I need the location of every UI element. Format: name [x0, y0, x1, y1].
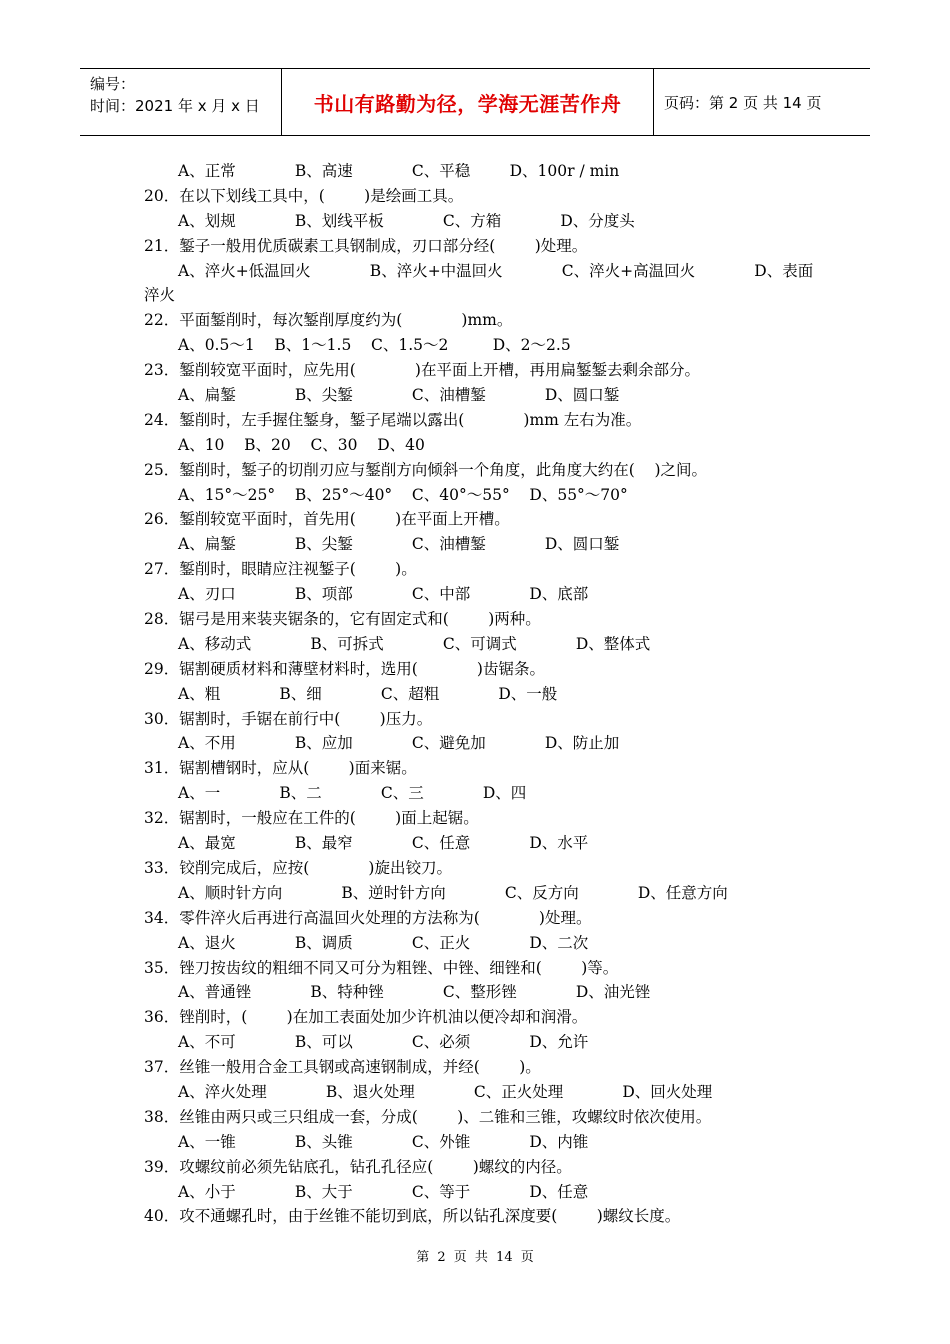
answer-options: A、不可 B、可以 C、必须 D、允许	[178, 1033, 589, 1052]
answer-options: A、扁錾 B、尖錾 C、油槽錾 D、圆口錾	[178, 386, 620, 405]
answer-options: A、扁錾 B、尖錾 C、油槽錾 D、圆口錾	[178, 535, 620, 554]
question-text: 34．零件淬火后再进行高温回火处理的方法称为( )处理。	[144, 908, 592, 927]
answer-options: A、最宽 B、最窄 C、任意 D、水平	[178, 834, 589, 853]
answer-options: A、退火 B、调质 C、正火 D、二次	[178, 933, 589, 952]
question-text: 35．锉刀按齿纹的粗细不同又可分为粗锉、中锉、细锉和( )等。	[144, 958, 619, 977]
document-number-label: 编号：	[90, 75, 136, 93]
answer-options: A、顺时针方向 B、逆时针方向 C、反方向 D、任意方向	[178, 883, 728, 902]
question-text: 28．锯弓是用来装夹锯条的，它有固定式和( )两种。	[144, 610, 541, 629]
question-text: 27．錾削时，眼睛应注视錾子( )。	[144, 560, 417, 579]
answer-options: A、粗 B、细 C、超粗 D、一般	[178, 684, 558, 703]
question-text: 29．锯割硬质材料和薄壁材料时，选用( )齿锯条。	[144, 659, 545, 678]
answer-options: A、移动式 B、可拆式 C、可调式 D、整体式	[178, 634, 651, 653]
question-text: 37．丝锥一般用合金工具钢或高速钢制成，并经( )。	[144, 1058, 541, 1077]
question-text: 23．錾削较宽平面时，应先用( )在平面上开槽，再用扁錾錾去剩余部分。	[144, 361, 700, 380]
answer-options: A、不用 B、应加 C、避免加 D、防止加	[178, 734, 620, 753]
header-page-info: 页码：第 2 页 共 14 页	[664, 93, 822, 112]
question-text: 30．锯割时，手锯在前行中( )压力。	[144, 709, 433, 728]
question-text: 33．铰削完成后，应按( )旋出铰刀。	[144, 858, 452, 877]
answer-options: A、15°～25° B、25°～40° C、40°～55° D、55°～70°	[178, 485, 628, 504]
question-text: 31．锯割槽钢时，应从( )面来锯。	[144, 759, 417, 778]
question-text: 32．锯割时，一般应在工件的( )面上起锯。	[144, 809, 479, 828]
document-date: 时间：2021 年 x 月 x 日	[90, 97, 260, 115]
question-text: 22．平面錾削时，每次錾削厚度约为( )mm。	[144, 311, 513, 330]
question-text: 25．錾削时，錾子的切削刃应与錾削方向倾斜一个角度，此角度大约在( )之间。	[144, 460, 708, 479]
answer-options: A、刃口 B、项部 C、中部 D、底部	[178, 585, 589, 604]
answer-options: A、正常 B、高速 C、平稳 D、100r / min	[178, 162, 620, 180]
question-text: 24．錾削时，左手握住錾身，錾子尾端以露出( )mm 左右为准。	[144, 410, 642, 429]
answer-options: A、划规 B、划线平板 C、方箱 D、分度头	[178, 211, 635, 230]
question-text: 淬火	[144, 286, 176, 305]
answer-options: A、一锥 B、头锥 C、外锥 D、内锥	[178, 1132, 589, 1151]
answer-options: A、小于 B、大于 C、等于 D、任意	[178, 1182, 589, 1201]
question-text: 38．丝锥由两只或三只组成一套，分成( )、二锥和三锥，攻螺纹时依次使用。	[144, 1107, 712, 1126]
page-footer: 第 2 页 共 14 页	[416, 1250, 534, 1265]
answer-options: A、淬火处理 B、退火处理 C、正火处理 D、回火处理	[178, 1082, 713, 1101]
answer-options: A、一 B、二 C、三 D、四	[178, 784, 527, 803]
answer-options: A、0.5～1 B、1～1.5 C、1.5～2 D、2～2.5	[178, 336, 571, 355]
question-text: 36．锉削时，( )在加工表面处加少许机油以便冷却和润滑。	[144, 1008, 588, 1027]
header-motto: 书山有路勤为径，学海无涯苦作舟	[282, 69, 654, 135]
answer-options: A、普通锉 B、特种锉 C、整形锉 D、油光锉	[178, 983, 651, 1002]
question-text: 39．攻螺纹前必须先钻底孔，钻孔孔径应( )螺纹的内径。	[144, 1157, 572, 1176]
answer-options: A、10 B、20 C、30 D、40	[178, 435, 425, 454]
header-meta	[80, 69, 282, 135]
question-text: 26．錾削较宽平面时，首先用( )在平面上开槽。	[144, 510, 510, 529]
question-text: 21．錾子一般用优质碳素工具钢制成，刃口部分经( )处理。	[144, 236, 588, 255]
page-header	[80, 68, 870, 136]
answer-options: A、淬火+低温回火 B、淬火+中温回火 C、淬火+高温回火 D、表面	[178, 261, 814, 280]
question-text: 40．攻不通螺孔时，由于丝锥不能切到底，所以钻孔深度要( )螺纹长度。	[144, 1207, 681, 1226]
question-text: 20．在以下划线工具中，( )是绘画工具。	[144, 186, 464, 205]
question-list	[144, 159, 834, 1229]
